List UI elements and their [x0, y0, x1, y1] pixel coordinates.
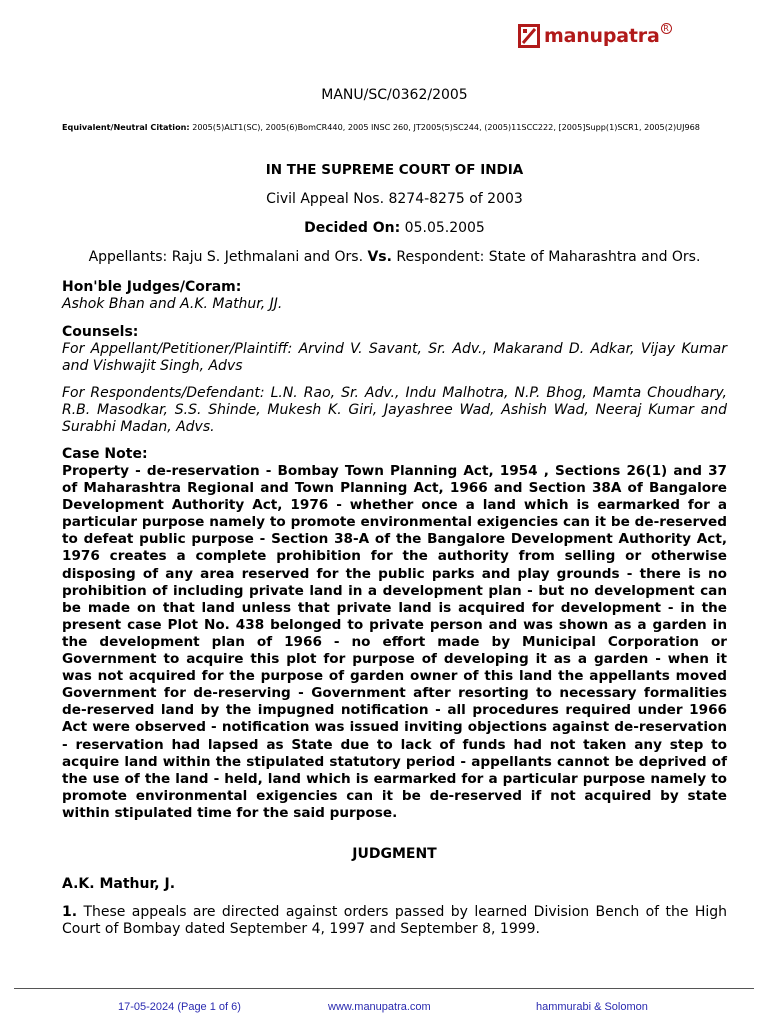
registered-icon: R	[661, 23, 672, 34]
doc-id: MANU/SC/0362/2005	[321, 87, 468, 103]
parties	[62, 249, 727, 265]
footer-site[interactable]: www.manupatra.com	[328, 1001, 431, 1013]
counsels-section	[62, 324, 727, 375]
footer-divider	[14, 988, 754, 989]
respondent: Respondent: State of Maharashtra and Ors.	[391, 249, 701, 265]
judges-section	[62, 279, 727, 313]
citation-text: 2005(5)ALT1(SC), 2005(6)BomCR440, 2005 INSC 260, JT2005(5)SC244, (2005)11SCC222, [2005]Supp(1)SCR1, 2005(2)UJ968	[189, 122, 700, 132]
footer-date-page: 17-05-2024 (Page 1 of 6)	[118, 1001, 241, 1013]
counsel-appellant: For Appellant/Petitioner/Plaintiff: Arvind V. Savant, Sr. Adv., Makarand D. Adkar, Vijay Kumar and Vishwajit Singh, Advs	[62, 341, 727, 374]
case-note-section	[62, 446, 727, 822]
paragraph-text: These appeals are directed against orders passed by learned Division Bench of the High Court of Bombay dated September 4, 1997 and September 8, 1999.	[62, 904, 727, 937]
judgment-author: A.K. Mathur, J.	[62, 876, 176, 892]
citation	[62, 118, 727, 136]
citation-label: Equivalent/Neutral Citation:	[62, 122, 190, 132]
appellants: Appellants: Raju S. Jethmalani and Ors.	[88, 249, 368, 265]
paragraph-number: 1.	[62, 904, 78, 920]
versus: Vs.	[367, 249, 392, 265]
case-note-heading: Case Note:	[62, 446, 148, 462]
judges-heading: Hon'ble Judges/Coram:	[62, 279, 242, 295]
appeal-number: Civil Appeal Nos. 8274-8275 of 2003	[266, 191, 523, 207]
manupatra-logo	[518, 24, 672, 48]
decided-on	[62, 220, 727, 236]
paragraph-1	[62, 904, 727, 938]
manupatra-mark-icon	[518, 24, 540, 48]
footer-user: hammurabi & Solomon	[536, 1001, 648, 1013]
counsels-heading: Counsels:	[62, 324, 139, 340]
decided-value: 05.05.2005	[400, 220, 485, 236]
decided-label: Decided On:	[304, 220, 401, 236]
judges-names: Ashok Bhan and A.K. Mathur, JJ.	[62, 296, 283, 312]
case-note-text: Property - de-reservation - Bombay Town Planning Act, 1954 , Sections 26(1) and 37 of Maharashtra Regional and Town Planning Act, 1966 and Section 38A of Bangalore Development Authority Act, 1976 - whether once a land which is earmarked for a particular purpose namely to promote environmental exigencies can it be de-reserved to defeat public purpose - Section 38-A of the Bangalore Development Authority Act, 1976 creates a complete prohibition for the authority from selling or otherwise disposing of any area reserved for the public parks and play grounds - there is no prohibition of including private land in a development plan - but no development can be made on that land unless that private land is acquired for development - in the present case Plot No. 438 belonged to private person and was shown as a garden in the development plan of 1966 - no effort made by Municipal Corporation or Government to acquire this plot for purpose of developing it as a garden - when it was not acquired for the purpose of garden owner of this land the appellants moved Government for de-reserving - Government after resorting to necessary formalities de-reserved land by the impugned notification - all procedures required under 1966 Act were observed - notification was issued inviting objections against de-reservation - reservation had lapsed as State due to lack of funds had not taken any step to acquire land within the stipulated statutory period - appellants cannot be deprived of the use of the land - held, land which is earmarked for a particular purpose namely to promote environmental exigencies can it be de-reserved if not acquired by state within stipulated time for the said purpose.	[62, 463, 727, 821]
logo-text: manupatra	[544, 25, 660, 47]
counsel-respondent: For Respondents/Defendant: L.N. Rao, Sr. Adv., Indu Malhotra, N.P. Bhog, Mamta Choudhary, R.B. Masodkar, S.S. Shinde, Mukesh K. Giri, Jayashree Wad, Ashish Wad, Neeraj Kumar and Surabhi Madan, Advs.	[62, 385, 727, 435]
judgment-heading: JUDGMENT	[352, 846, 437, 862]
court-title: IN THE SUPREME COURT OF INDIA	[265, 162, 524, 178]
